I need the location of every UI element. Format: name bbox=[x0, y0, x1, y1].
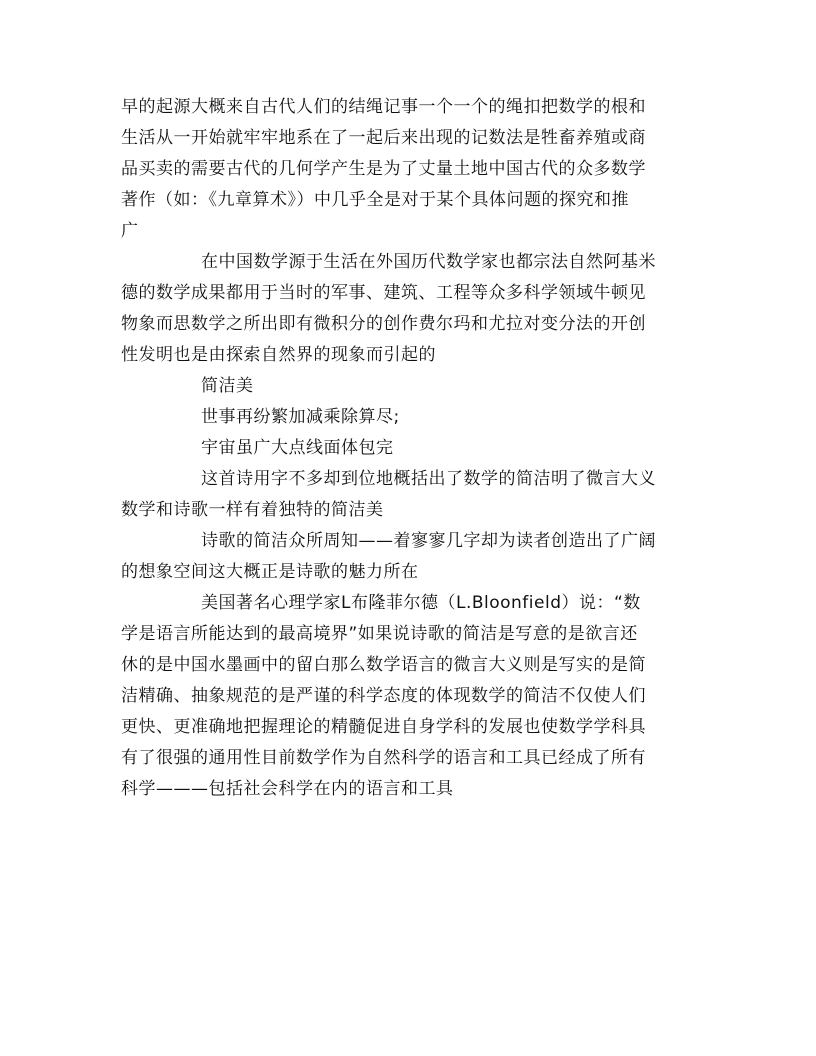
text-line: 德的数学成果都用于当时的军事、建筑、工程等众多科学领域牛顿见 bbox=[121, 283, 646, 303]
text-line: 生活从一开始就牢牢地系在了一起后来出现的记数法是牲畜养殖或商 bbox=[121, 128, 646, 148]
text-line: 品买卖的需要古代的几何学产生是为了丈量土地中国古代的众多数学 bbox=[121, 159, 646, 179]
paragraph-start-line: 美国著名心理学家L布隆菲尔德（L.Bloonfield）说：“数 bbox=[201, 593, 641, 613]
paragraph-start-line: 诗歌的简洁众所周知——着寥寥几字却为读者创造出了广阔 bbox=[201, 531, 656, 551]
text-line: 性发明也是由探索自然界的现象而引起的 bbox=[121, 345, 436, 365]
text-line: 科学———包括社会科学在内的语言和工具 bbox=[121, 779, 454, 799]
text-line: 数学和诗歌一样有着独特的简洁美 bbox=[121, 500, 384, 520]
text-line: 更快、更准确地把握理论的精髓促进自身学科的发展也使数学学科具 bbox=[121, 717, 646, 737]
poem-line: 宇宙虽广大点线面体包完 bbox=[201, 438, 394, 458]
paragraph-start-line: 这首诗用字不多却到位地概括出了数学的简洁明了微言大义 bbox=[201, 469, 656, 489]
text-line: 有了很强的通用性目前数学作为自然科学的语言和工具已经成了所有 bbox=[121, 748, 646, 768]
poem-line: 世事再纷繁加减乘除算尽; bbox=[201, 407, 400, 427]
text-line: 学是语言所能达到的最高境界”如果说诗歌的简洁是写意的是欲言还 bbox=[121, 624, 638, 644]
text-line: 著作（如：《九章算术》）中几乎全是对于某个具体问题的探究和推 bbox=[121, 190, 629, 210]
text-line: 的想象空间这大概正是诗歌的魅力所在 bbox=[121, 562, 419, 582]
text-line: 广 bbox=[121, 221, 139, 241]
section-heading: 简洁美 bbox=[201, 376, 254, 396]
text-line: 物象而思数学之所出即有微积分的创作费尔玛和尤拉对变分法的开创 bbox=[121, 314, 646, 334]
text-line: 早的起源大概来自古代人们的结绳记事一个一个的绳扣把数学的根和 bbox=[121, 97, 646, 117]
paragraph-start-line: 在中国数学源于生活在外国历代数学家也都宗法自然阿基米 bbox=[201, 252, 656, 272]
body-text bbox=[121, 92, 696, 805]
text-line: 休的是中国水墨画中的留白那么数学语言的微言大义则是写实的是简 bbox=[121, 655, 646, 675]
text-line: 洁精确、抽象规范的是严谨的科学态度的体现数学的简洁不仅使人们 bbox=[121, 686, 646, 706]
